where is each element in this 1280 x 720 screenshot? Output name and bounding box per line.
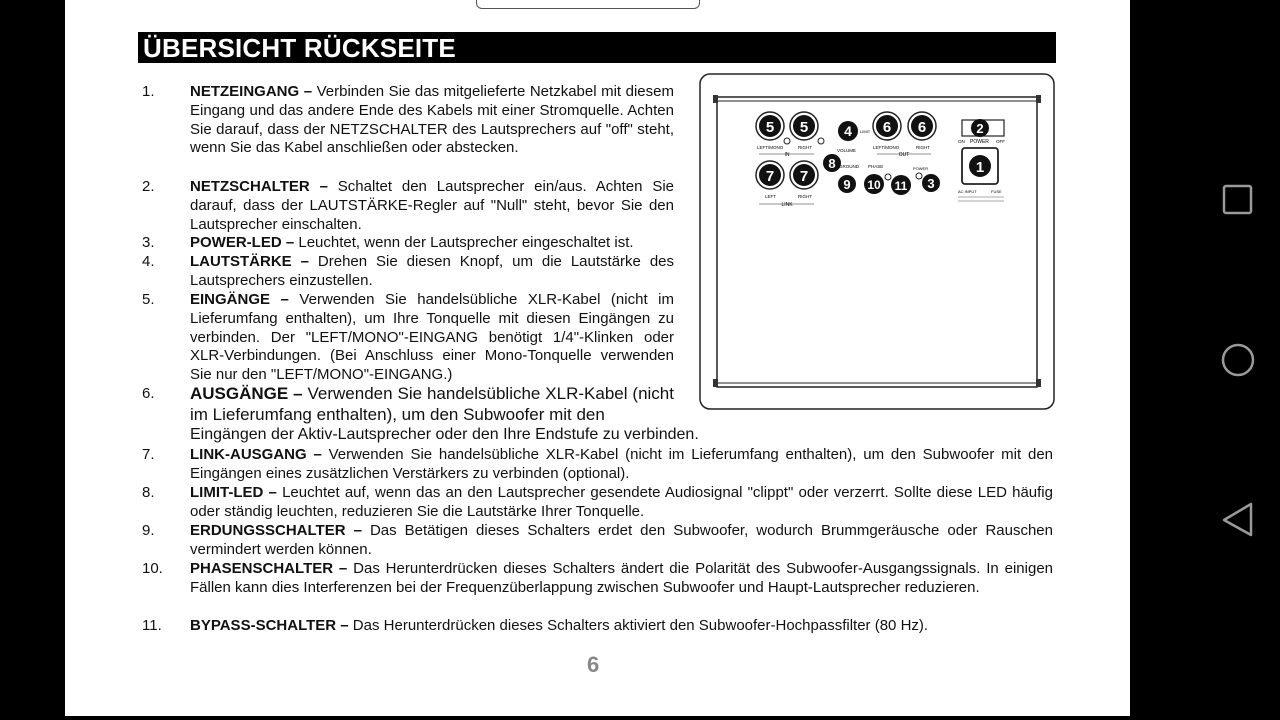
in-left-label: LEFT/MONO <box>757 145 784 150</box>
on-label: ON <box>958 139 965 144</box>
previous-figure-edge <box>476 0 700 9</box>
link-label: LINK <box>781 202 793 208</box>
item-term: ERDUNGSSCHALTER – <box>190 522 362 539</box>
output-jack-left <box>873 112 901 140</box>
marker-10: 10 <box>867 178 881 192</box>
square-icon <box>1196 170 1280 230</box>
item-number: 3. <box>142 234 155 251</box>
triangle-back-icon <box>1196 490 1280 550</box>
item-text: Verwenden Sie handelsübliche XLR-Kabel (nicht im Lieferumfang enthalten), um Ihre Tonquelle mit diesen Eingängen zu verbinden. Der "LEFT/MONO"-EINGANG benötigt 1/4"-Klinken oder XLR-Verbindungen. (Bei Anschluss einer Mono-Tonquelle verwenden Sie nur den "LEFT/MONO"-EINGANG.) <box>190 291 674 384</box>
link-right-label: RIGHT <box>798 194 812 199</box>
limit-label: LIMIT <box>860 129 871 134</box>
item-number: 8. <box>142 484 155 501</box>
item-term: BYPASS-SCHALTER – <box>190 617 349 634</box>
item-number: 9. <box>142 522 155 539</box>
item-number: 5. <box>142 291 155 308</box>
circle-icon <box>1196 330 1280 390</box>
out-right-label: RIGHT <box>916 145 930 150</box>
input-jack-right <box>790 112 818 140</box>
item-text: Leuchtet, wenn der Lautsprecher eingeschaltet ist. <box>294 234 634 251</box>
item-number: 2. <box>142 178 155 195</box>
item-term: NETZSCHALTER – <box>190 178 328 195</box>
back-button[interactable] <box>1196 490 1280 550</box>
marker-3: 3 <box>927 176 935 191</box>
item-term: NETZEINGANG – <box>190 83 313 100</box>
rear-panel-diagram <box>699 73 1055 410</box>
marker-5a: 5 <box>765 119 775 136</box>
item-term: LAUTSTÄRKE – <box>190 253 309 270</box>
marker-5b: 5 <box>799 119 809 136</box>
item-text: Leuchtet auf, wenn das an den Lautsprecher gesendete Audiosignal "clippt" oder verzerrt. Sollte diese LED häufig oder ständig leuchten, reduzieren Sie die Lautstärke Ihrer Tonquelle. <box>190 484 1053 520</box>
navigation-bar <box>1196 0 1280 720</box>
phase-label: PHASE <box>868 164 884 169</box>
marker-2: 2 <box>976 121 984 136</box>
power-label: POWER <box>970 139 989 145</box>
item-text: Verwenden Sie handelsübliche XLR-Kabel (nicht im Lieferumfang enthalten), um den Subwoofer mit den <box>190 384 674 424</box>
home-button[interactable] <box>1196 330 1280 390</box>
marker-4: 4 <box>844 123 852 139</box>
item-number: 7. <box>142 446 155 463</box>
item-text: Drehen Sie diesen Knopf, um die Lautstärke des Lautsprechers einzustellen. <box>190 253 674 289</box>
in-label: IN <box>784 152 790 158</box>
item-number: 11. <box>142 617 162 634</box>
marker-6a: 6 <box>882 119 892 136</box>
marker-6b: 6 <box>917 119 927 136</box>
marker-7a: 7 <box>765 168 775 185</box>
link-jack-right <box>790 161 818 189</box>
item-number: 10. <box>142 560 163 577</box>
item-number: 1. <box>142 83 155 100</box>
marker-1: 1 <box>975 159 985 176</box>
out-label: OUT <box>898 152 910 158</box>
item-text: Verwenden Sie handelsübliche XLR-Kabel (nicht im Lieferumfang enthalten), um den Subwoofer mit den Eingängen eines zusätzlichen Verstärkers zu verbinden (optional). <box>190 446 1053 482</box>
item-term: POWER-LED – <box>190 234 295 251</box>
page-number: 6 <box>587 652 600 677</box>
fuse-label: FUSE <box>991 189 1002 194</box>
item-term: EINGÄNGE – <box>190 291 289 308</box>
link-left-label: LEFT <box>765 194 777 199</box>
marker-9: 9 <box>843 177 851 192</box>
item-term: LINK-AUSGANG – <box>190 446 322 463</box>
item-term: AUSGÄNGE – <box>190 384 303 403</box>
volume-label: VOLUME <box>837 148 857 153</box>
item-text: Verbinden Sie das mitgelieferte Netzkabel mit diesem Eingang und das andere Ende des Kabels mit einer Stromquelle. Achten Sie darauf, dass der NETZSCHALTER des Lautsprechers auf "off" steht, wenn Sie das Kabel anschließen oder abstecken. <box>190 83 674 157</box>
section-heading: ÜBERSICHT RÜCKSEITE <box>138 32 1056 63</box>
marker-11: 11 <box>894 179 908 193</box>
item-number: 6. <box>142 385 155 402</box>
volume-knob <box>838 121 858 141</box>
marker-7b: 7 <box>799 168 809 185</box>
item-text: Das Herunterdrücken dieses Schalters aktiviert den Subwoofer-Hochpassfilter (80 Hz). <box>348 617 929 634</box>
item-number: 4. <box>142 253 155 270</box>
in-right-label: RIGHT <box>798 145 812 150</box>
recents-button[interactable] <box>1196 170 1280 230</box>
item-text-continued: Eingängen der Aktiv-Lautsprecher oder den Ihre Endstufe zu verbinden. <box>190 426 699 443</box>
ground-label: GROUND <box>839 164 859 169</box>
item-text: Das Betätigen dieses Schalters erdet den Subwoofer, wodurch Brummgeräusche oder Rauschen vermindert werden können. <box>190 522 1053 558</box>
input-jack-left <box>756 112 784 140</box>
item-text: Das Herunterdrücken dieses Schalters ändert die Polarität des Subwoofer-Ausgangssignals. In einigen Fällen kann dies Interferenzen bei der Frequenzüberlappung zwischen Subwoofer und Haupt-Lautsprecher reduzieren. <box>190 560 1053 596</box>
off-label: OFF <box>996 139 1005 144</box>
out-left-label: LEFT/MONO <box>873 145 900 150</box>
output-jack-right <box>908 112 936 140</box>
item-text: Schaltet den Lautsprecher ein/aus. Achten Sie darauf, dass der LAUTSTÄRKE-Regler auf "Null" steht, bevor Sie den Lautsprecher einschalten. <box>190 178 675 233</box>
ac-input-label: AC INPUT <box>958 189 977 194</box>
power-led-label: POWER <box>913 166 929 171</box>
item-term: PHASENSCHALTER – <box>190 560 348 577</box>
item-term: LIMIT-LED – <box>190 484 277 501</box>
marker-8: 8 <box>828 156 836 171</box>
document-page <box>65 0 1130 716</box>
link-jack-left <box>756 161 784 189</box>
